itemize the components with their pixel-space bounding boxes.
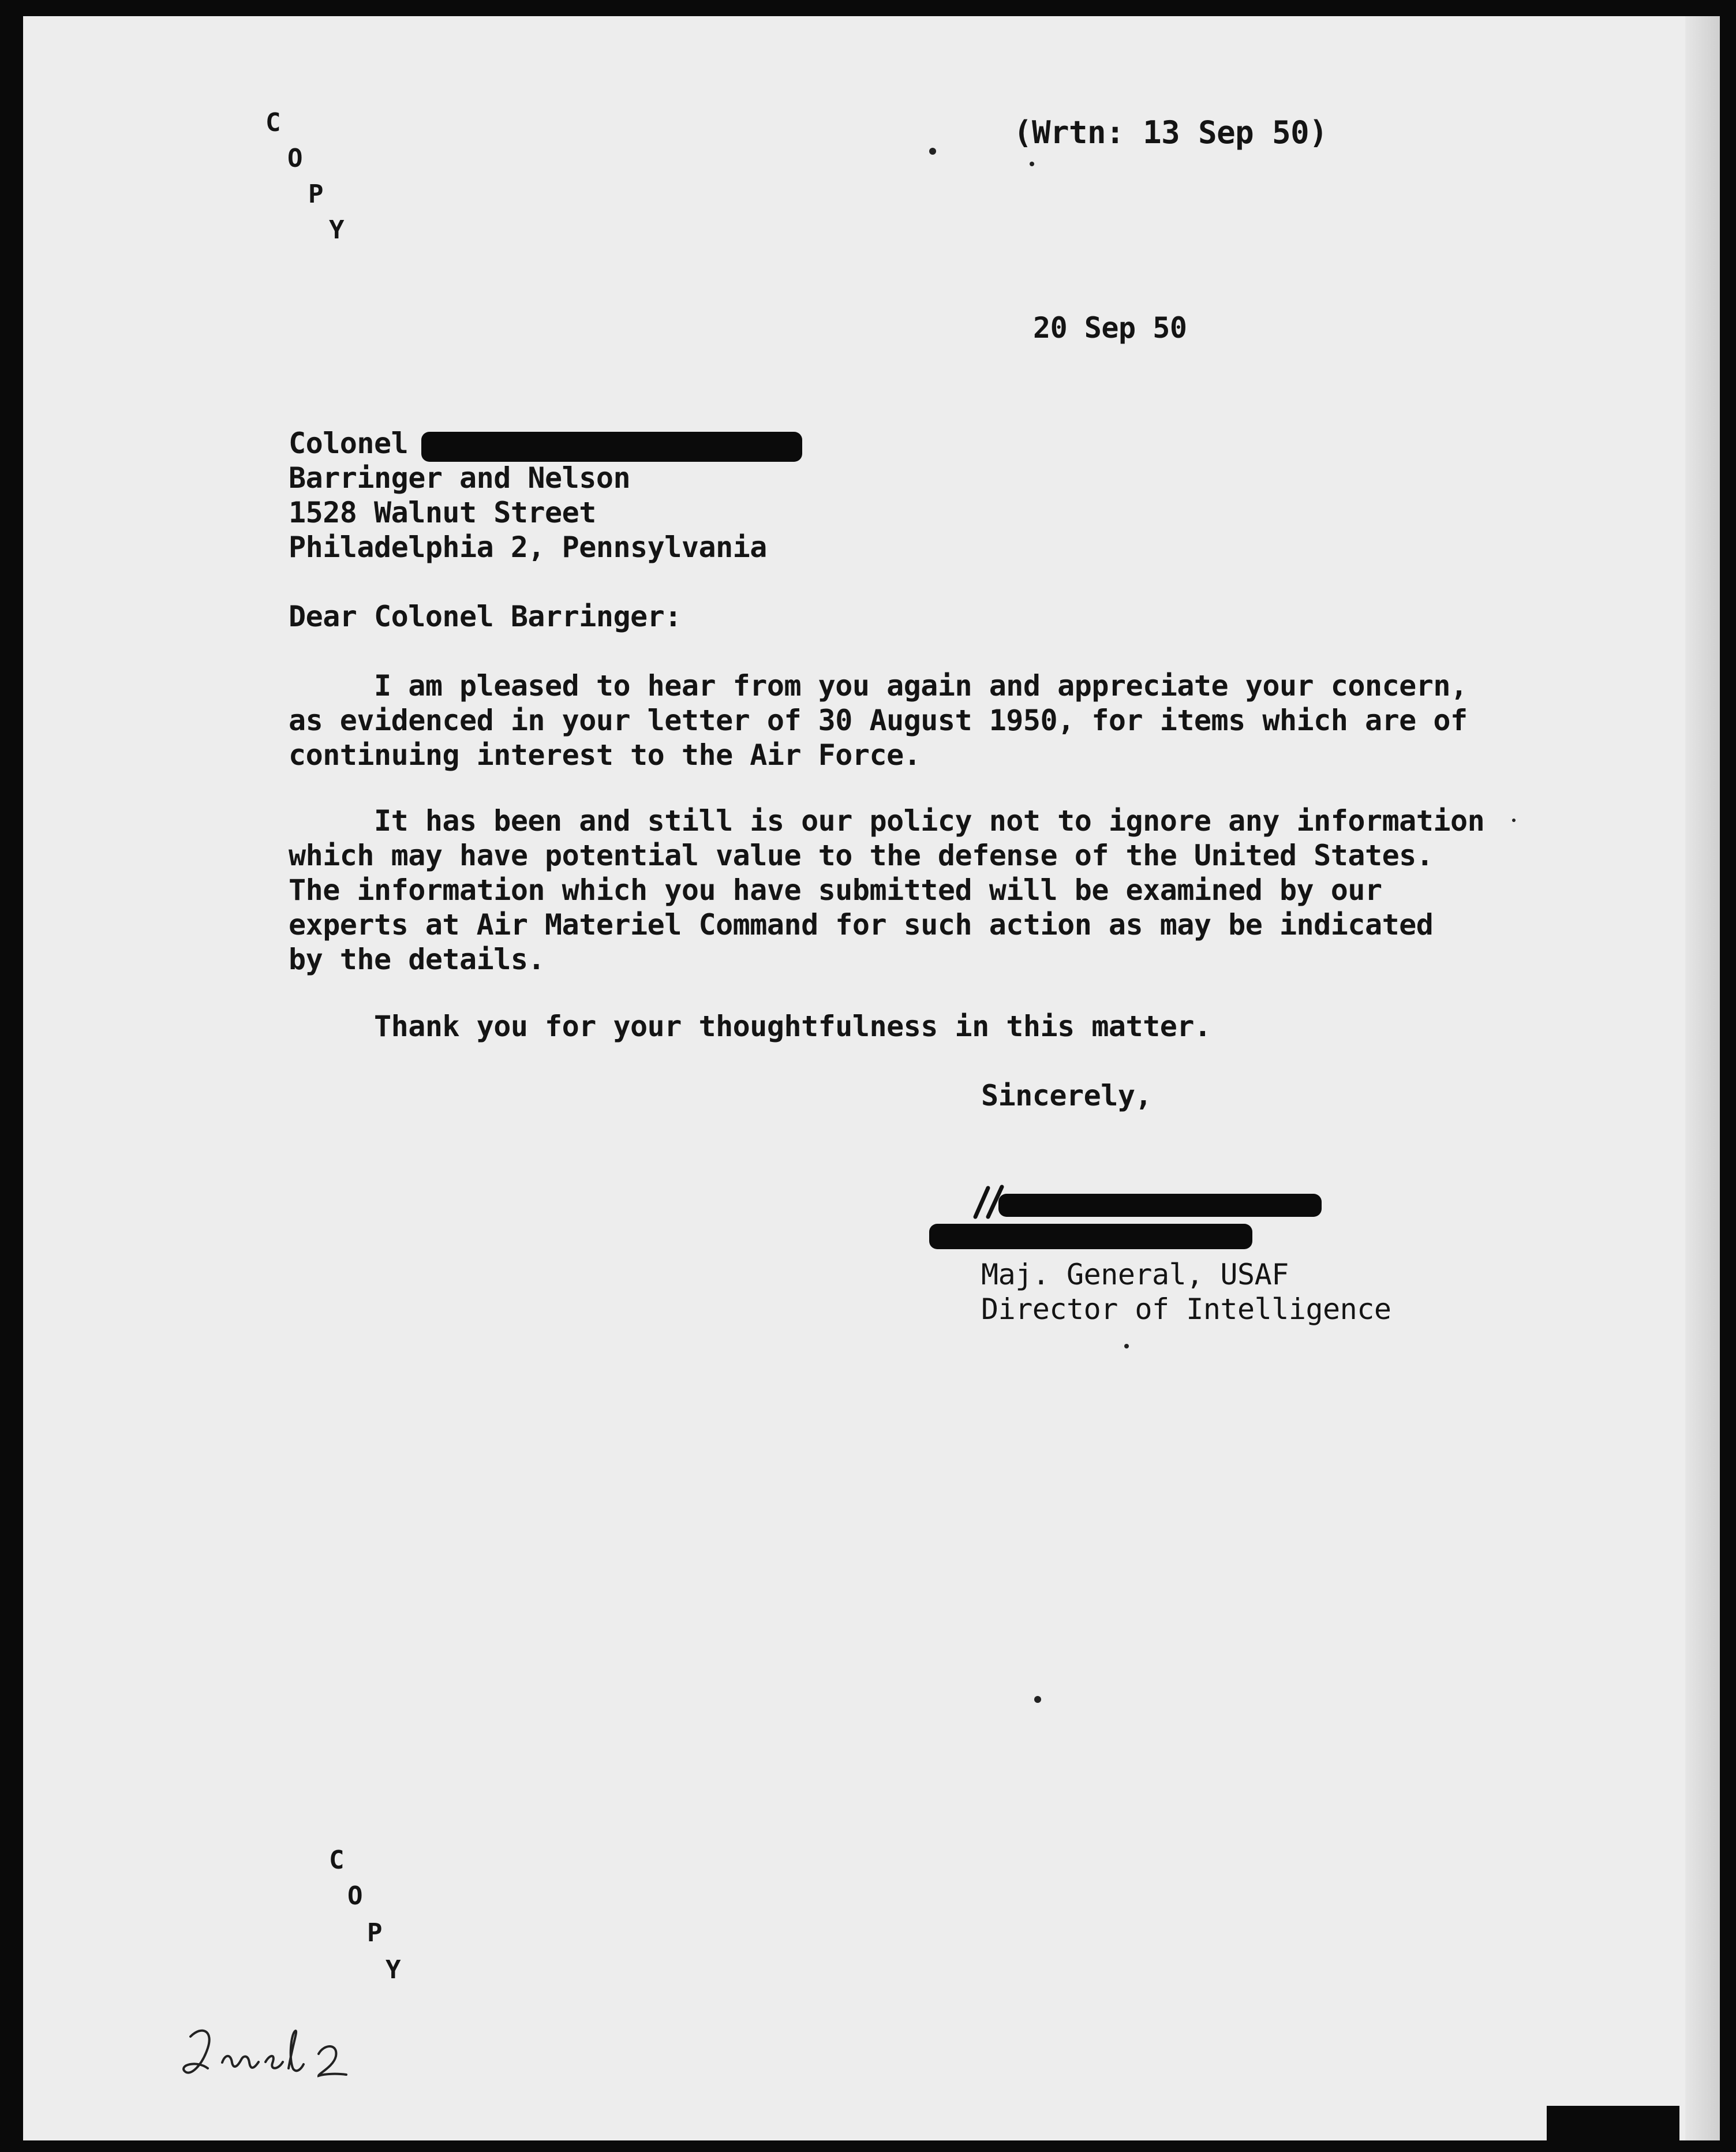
copy-stamp-top-c: C bbox=[265, 108, 281, 137]
written-note: (Wrtn: 13 Sep 50) bbox=[1013, 114, 1328, 151]
copy-stamp-top-p: P bbox=[308, 180, 324, 209]
page-edge-shadow bbox=[1685, 16, 1720, 2140]
paragraph-line: as evidenced in your letter of 30 August 1950, for items which are of bbox=[289, 704, 1468, 737]
scan-speck bbox=[929, 148, 936, 155]
copy-stamp-bottom-p: P bbox=[367, 1918, 383, 1948]
handwritten-incl-note bbox=[167, 2013, 387, 2094]
corner-mark bbox=[1547, 2106, 1679, 2140]
scan-speck bbox=[1512, 819, 1516, 822]
scan-speck bbox=[1124, 1344, 1129, 1348]
recipient-name-line: Colonel bbox=[289, 427, 409, 460]
recipient-firm: Barringer and Nelson bbox=[289, 461, 631, 495]
body-paragraph-3 bbox=[289, 1009, 1558, 1044]
copy-stamp-top-y: Y bbox=[329, 215, 345, 245]
paragraph-line: It has been and still is our policy not to ignore any information bbox=[289, 804, 1485, 838]
body-paragraph-2 bbox=[289, 804, 1558, 977]
copy-stamp-bottom-c: C bbox=[329, 1845, 345, 1875]
signature-title: Maj. General, USAF bbox=[981, 1258, 1289, 1291]
signature-office: Director of Intelligence bbox=[981, 1292, 1391, 1326]
recipient-city: Philadelphia 2, Pennsylvania bbox=[289, 530, 767, 564]
copy-stamp-bottom-o: O bbox=[347, 1881, 363, 1911]
salutation: Dear Colonel Barringer: bbox=[289, 600, 682, 633]
copy-stamp-top-o: O bbox=[287, 144, 303, 173]
redacted-recipient-name bbox=[421, 432, 802, 462]
recipient-street: 1528 Walnut Street bbox=[289, 496, 596, 529]
paragraph-line: Thank you for your thoughtfulness in this matter. bbox=[289, 1010, 1211, 1043]
scan-speck bbox=[1034, 1696, 1041, 1703]
letter-date: 20 Sep 50 bbox=[1033, 311, 1187, 345]
copy-stamp-bottom-y: Y bbox=[386, 1955, 401, 1985]
paragraph-line: continuing interest to the Air Force. bbox=[289, 738, 921, 772]
paragraph-line: The information which you have submitted will be examined by our bbox=[289, 873, 1382, 907]
redacted-signature-line-2 bbox=[929, 1224, 1252, 1249]
paragraph-line: I am pleased to hear from you again and appreciate your concern, bbox=[289, 669, 1468, 703]
body-paragraph-1 bbox=[289, 668, 1558, 772]
handwriting-icon bbox=[167, 2013, 387, 2094]
document-page bbox=[23, 16, 1720, 2140]
paragraph-line: which may have potential value to the defense of the United States. bbox=[289, 839, 1434, 872]
paragraph-line: experts at Air Materiel Command for such action as may be indicated bbox=[289, 908, 1434, 942]
closing: Sincerely, bbox=[981, 1079, 1153, 1112]
redacted-signature-line-1 bbox=[998, 1194, 1322, 1217]
scan-speck bbox=[1030, 162, 1034, 166]
paragraph-line: by the details. bbox=[289, 943, 545, 976]
